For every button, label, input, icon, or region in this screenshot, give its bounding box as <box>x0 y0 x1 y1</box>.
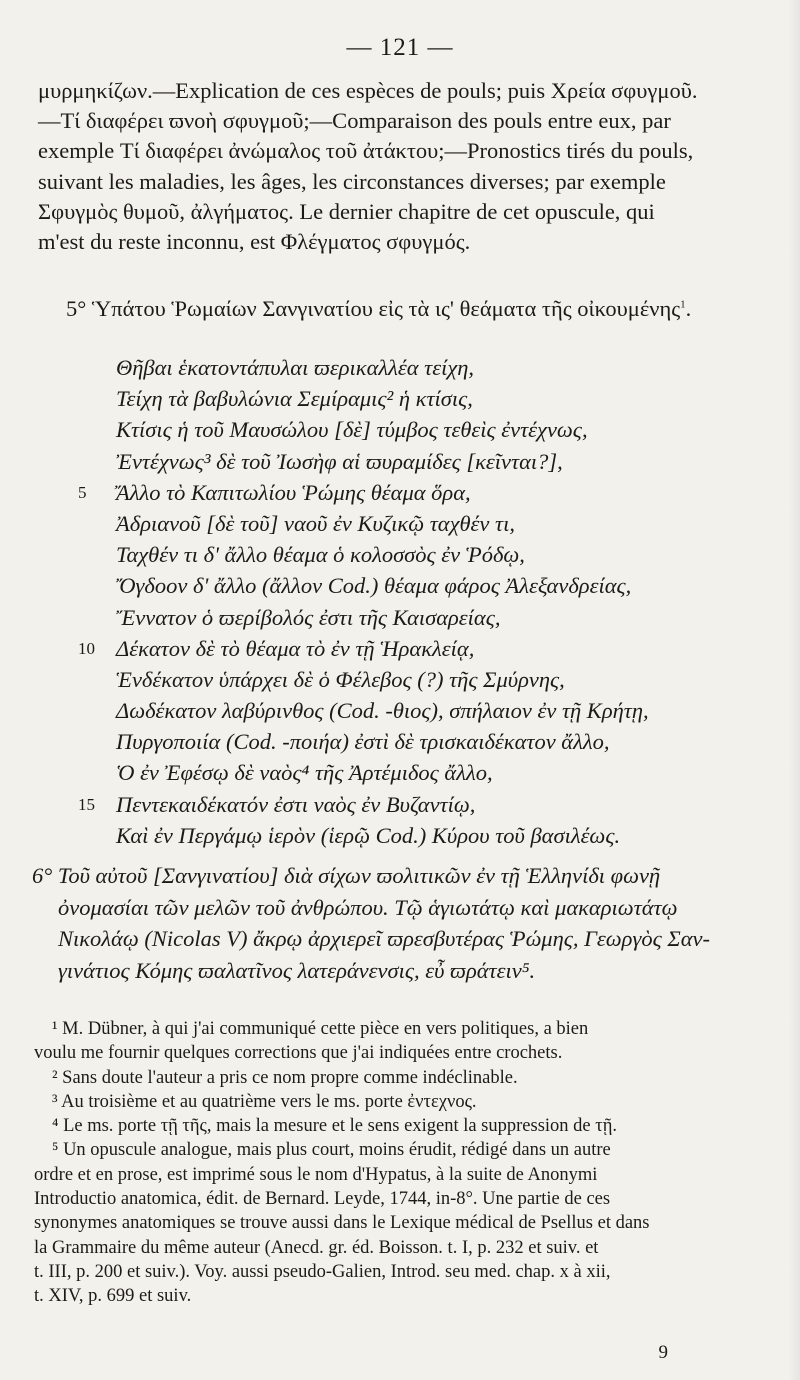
section-5-heading: 5° Ὑπάτου Ῥωμαίων Σανγινατίου εἰς τὰ ις' θεάματα τῆς οἰκουμένης$^1$. <box>66 296 692 321</box>
verse-text: Πεντεκαιδέκατόν ἐστι ναὸς ἐν Βυζαντίῳ, <box>116 791 476 817</box>
page-edge-shadow <box>788 0 800 1380</box>
verse-text: Κτίσις ἡ τοῦ Μαυσώλου [δὲ] τύμβος τεθεὶς ἐντέχνως, <box>116 417 588 443</box>
text-line: Νικολάῳ (Nicolas V) ἄκρῳ ἀρχιερεῖ ϖρεσβυτέρας Ῥώμης, Γεωργὸς Σαν- <box>58 926 711 951</box>
poem-line <box>116 508 649 539</box>
verse-text: Ἑνδέκατον ὑπάρχει δὲ ὁ Φέλεβος (?) τῆς Σμύρνης, <box>116 666 565 692</box>
poem-line <box>116 602 649 633</box>
text-line: —Τί διαφέρει ϖνοὴ σφυγμοῦ;—Comparaison des pouls entre eux, par <box>38 108 671 134</box>
poem-line <box>116 383 649 414</box>
verse-text: Πυργοποιία (Cod. -ποιήα) ἐστὶ δὲ τρισκαιδέκατον ἄλλο, <box>116 729 610 755</box>
footnote-line: ⁵ Un opuscule analogue, mais plus court, moins érudit, rédigé dans un autre <box>52 1140 611 1161</box>
verse-text: Ὁ ἐν Ἐφέσῳ δὲ ναὸς⁴ τῆς Ἀρτέμιδος ἄλλο, <box>116 760 493 786</box>
poem-line <box>116 352 649 383</box>
footnote-line: synonymes anatomiques se trouve aussi dans le Lexique médical de Psellus et dans <box>34 1213 650 1234</box>
footnote <box>34 1066 762 1090</box>
footnote <box>34 1090 762 1114</box>
poem-line <box>116 570 649 601</box>
footnote-ref: 1 <box>680 298 686 311</box>
verse-text: Ἄλλο τὸ Καπιτωλίου Ῥώμης θέαμα ὅρα, <box>116 479 471 505</box>
verse-text: Ταχθέν τι δ' ἄλλο θέαμα ὁ κολοσσὸς ἐν Ῥόδῳ, <box>116 542 525 568</box>
footnote <box>34 1138 762 1308</box>
section-5-title: 5° Ὑπάτου Ῥωμαίων Σανγινατίου εἰς τὰ ις' θεάματα τῆς οἰκουμένης <box>66 296 681 321</box>
line-number: 10 <box>78 638 95 658</box>
text-line: Σφυγμὸς θυμοῦ, ἀλγήματος. Le dernier chapitre de cet opuscule, qui <box>38 198 655 224</box>
intro-paragraph <box>38 76 763 257</box>
section-6 <box>32 860 764 986</box>
footnote-line: la Grammaire du même auteur (Anecd. gr. éd. Boisson. t. I, p. 232 et suiv. et <box>34 1237 599 1258</box>
line-number: 15 <box>78 794 95 814</box>
verse-text: Δέκατον δὲ τὸ θέαμα τὸ ἐν τῇ Ἡρακλείᾳ, <box>116 635 475 661</box>
poem-line <box>116 664 649 695</box>
text-line: exemple Τί διαφέρει ἀνώμαλος τοῦ ἀτάκτου;—Pronostics tirés du pouls, <box>38 138 694 164</box>
footnote-line: t. III, p. 200 et suiv.). Voy. aussi pseudo-Galien, Introd. seu med. chap. x à xii, <box>34 1261 611 1282</box>
text-line: μυρμηκίζων.—Explication de ces espèces de pouls; puis Χρεία σφυγμοῦ. <box>38 78 698 103</box>
footnote <box>34 1017 762 1066</box>
poem-line <box>116 820 649 851</box>
footnote-line: t. XIV, p. 699 et suiv. <box>34 1286 192 1307</box>
poem-line <box>116 726 649 757</box>
verse-text: Ἀδριανοῦ [δὲ τοῦ] ναοῦ ἐν Κυζικῷ ταχθέν τι, <box>116 510 515 536</box>
verse-text: Θῆβαι ἑκατοντάπυλαι ϖερικαλλέα τείχη, <box>116 355 475 380</box>
poem-line <box>116 539 649 570</box>
text-line: suivant les maladies, les âges, les circonstances diverses; par exemple <box>38 168 666 194</box>
signature-mark: 9 <box>658 1342 668 1363</box>
footnote-line: ordre et en prose, est imprimé sous le nom d'Hypatus, à la suite de Anonymi <box>34 1164 598 1185</box>
poem <box>78 352 649 851</box>
footnote-line: voulu me fournir quelques corrections que j'ai indiquées entre crochets. <box>34 1043 563 1064</box>
text-line: γινάτιος Κόμης ϖαλατῖνος λατεράνενσις, εὖ ϖράτειν⁵. <box>58 957 536 983</box>
footnote-line: ² Sans doute l'auteur a pris ce nom propre comme indéclinable. <box>52 1067 518 1088</box>
footnotes <box>34 1017 762 1309</box>
line-number: 5 <box>78 482 87 502</box>
text-line: ὀνομασίαι τῶν μελῶν τοῦ ἀνθρώπου. Τῷ ἁγιωτάτῳ καὶ μακαριωτάτῳ <box>58 894 678 920</box>
text-line: 6° Τοῦ αὐτοῦ [Σανγινατίου] διὰ σίχων ϖολιτικῶν ἐν τῇ Ἑλληνίδι φωνῇ <box>32 863 661 888</box>
footnote-line: ⁴ Le ms. porte τῇ τῆς, mais la mesure et le sens exigent la suppression de τῇ. <box>52 1116 617 1137</box>
verse-text: Ἔννατον ὁ ϖερίβολός ἐστι τῆς Καισαρείας, <box>116 604 501 630</box>
verse-text: Καὶ ἐν Περγάμῳ ἱερὸν (ἱερῷ Cod.) Κύρου τοῦ βασιλέως. <box>116 822 621 848</box>
footnote-line: ¹ M. Dübner, à qui j'ai communiqué cette pièce en vers politiques, a bien <box>52 1019 589 1039</box>
verse-text: Ὄγδοον δ' ἄλλο (ἄλλον Cod.) θέαμα φάρος Ἀλεξανδρείας, <box>116 573 632 599</box>
poem-line <box>78 633 649 664</box>
poem-line <box>116 414 649 445</box>
footnote-line: Introductio anatomica, édit. de Bernard. Leyde, 1744, in-8°. Une partie de ces <box>34 1189 611 1210</box>
poem-line <box>116 695 649 726</box>
verse-text: Ἐντέχνως³ δὲ τοῦ Ἰωσὴφ αἱ ϖυραμίδες [κεῖνται?], <box>116 448 563 474</box>
verse-text: Δωδέκατον λαβύρινθος (Cod. -θιος), σπήλαιον ἐν τῇ Κρήτῃ, <box>116 698 649 724</box>
verse-text: Τείχη τὰ βαβυλώνια Σεμίραμις² ἡ κτίσις, <box>116 386 473 412</box>
footnote <box>34 1114 762 1138</box>
poem-line <box>78 477 649 508</box>
poem-line <box>78 789 649 820</box>
poem-line <box>116 446 649 477</box>
poem-line <box>116 757 649 788</box>
page-number: — 121 — <box>346 34 454 61</box>
footnote-line: ³ Au troisième et au quatrième vers le ms. porte ἐντεχνος. <box>52 1091 477 1112</box>
text-line: m'est du reste inconnu, est Φλέγματος σφυγμός. <box>38 229 471 255</box>
